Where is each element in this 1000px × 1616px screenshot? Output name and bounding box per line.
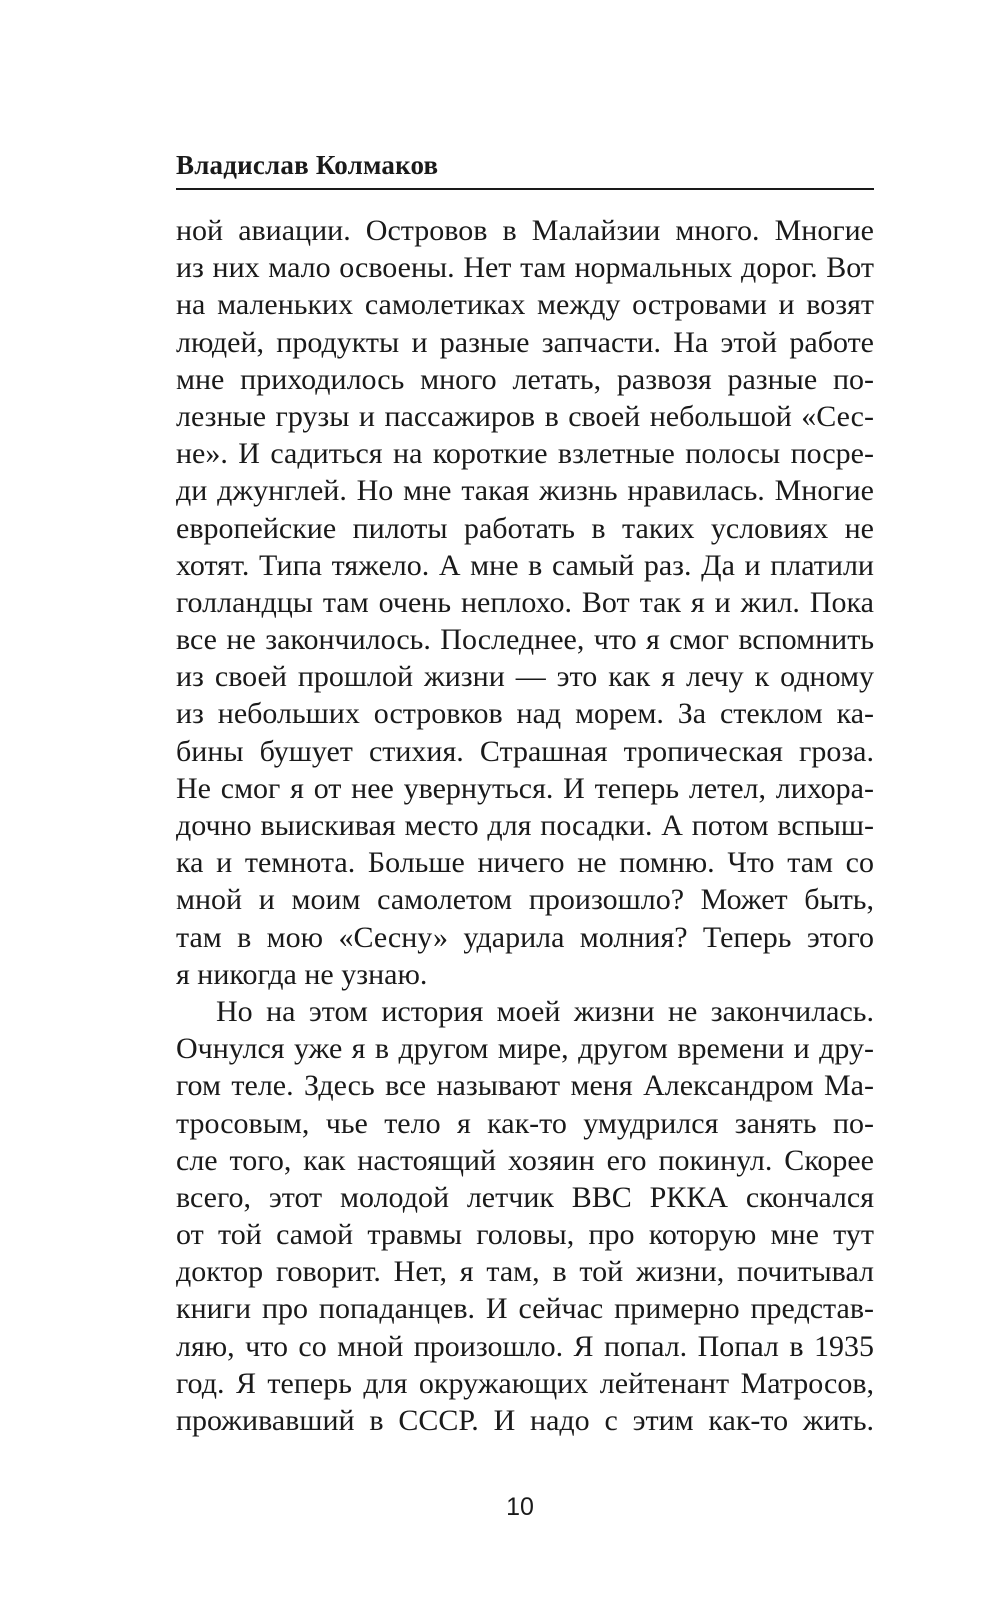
text-line: дочно выискивая место для посадки. А потом вспыш- (176, 809, 874, 842)
text-line: из них мало освоены. Нет там нормальных дорог. Вот (176, 251, 874, 285)
text-line: год. Я теперь для окружающих лейтенант Матросов, (176, 1366, 874, 1400)
text-line: Но на этом история моей жизни не закончилась. (216, 994, 874, 1028)
text-line: всего, этот молодой летчик ВВС РККА скончался (176, 1180, 874, 1214)
text-line: Не смог я от нее увернуться. И теперь летел, лихора- (176, 771, 874, 805)
text-line: европейские пилоты работать в таких условиях не (176, 511, 874, 545)
text-line: из небольших островков над морем. За стеклом ка- (176, 697, 874, 731)
text-line: я никогда не узнаю. (176, 957, 428, 991)
text-line: там в мою «Сесну» ударила молния? Теперь этого (176, 920, 874, 954)
text-line: мне приходилось много летать, развозя разные по- (176, 362, 874, 396)
text-line: хотят. Типа тяжело. А мне в самый раз. Да и платили (176, 548, 874, 582)
text-line: ляю, что со мной произошло. Я попал. Попал в 1935 (176, 1329, 874, 1363)
text-line: людей, продукты и разные запчасти. На этой работе (176, 325, 874, 359)
text-line: ной авиации. Островов в Малайзии много. Многие (176, 214, 874, 247)
running-header-author: Владислав Колмаков (176, 150, 874, 190)
text-line: ди джунглей. Но мне такая жизнь нравилась. Многие (176, 474, 874, 508)
text-line: голландцы там очень неплохо. Вот так я и жил. Пока (176, 585, 874, 619)
text-line: Очнулся уже я в другом мире, другом времени и дру- (176, 1032, 874, 1066)
text-line: все не закончилось. Последнее, что я смог вспомнить (176, 623, 874, 657)
paragraph-2 (176, 993, 874, 1439)
body-text (176, 212, 874, 1439)
text-line: на маленьких самолетиках между островами и возят (176, 288, 874, 322)
text-line: от той самой травмы головы, про которую мне тут (176, 1218, 874, 1252)
text-line: бины бушует стихия. Страшная тропическая гроза. (176, 734, 874, 768)
text-line: из своей прошлой жизни — это как я лечу к одному (176, 660, 874, 694)
paragraph-1 (176, 212, 874, 993)
text-line: не». И садиться на короткие взлетные полосы посре- (176, 437, 874, 471)
text-line: доктор говорит. Нет, я там, в той жизни, почитывал (176, 1255, 874, 1289)
text-line: лезные грузы и пассажиров в своей небольшой «Сес- (176, 399, 874, 433)
text-line: ка и темнота. Больше ничего не помню. Что там со (176, 846, 874, 880)
text-line: гом теле. Здесь все называют меня Александром Ма- (176, 1069, 874, 1103)
text-line: мной и моим самолетом произошло? Может быть, (176, 883, 874, 917)
page-number: 10 (506, 1493, 534, 1521)
text-line: проживавший в СССР. И надо с этим как-то жить. (176, 1404, 874, 1437)
text-line: тросовым, чье тело я как-то умудрился занять по- (176, 1106, 874, 1140)
text-line: сле того, как настоящий хозяин его покинул. Скорее (176, 1143, 874, 1177)
text-line: книги про попаданцев. И сейчас примерно представ- (176, 1292, 874, 1326)
